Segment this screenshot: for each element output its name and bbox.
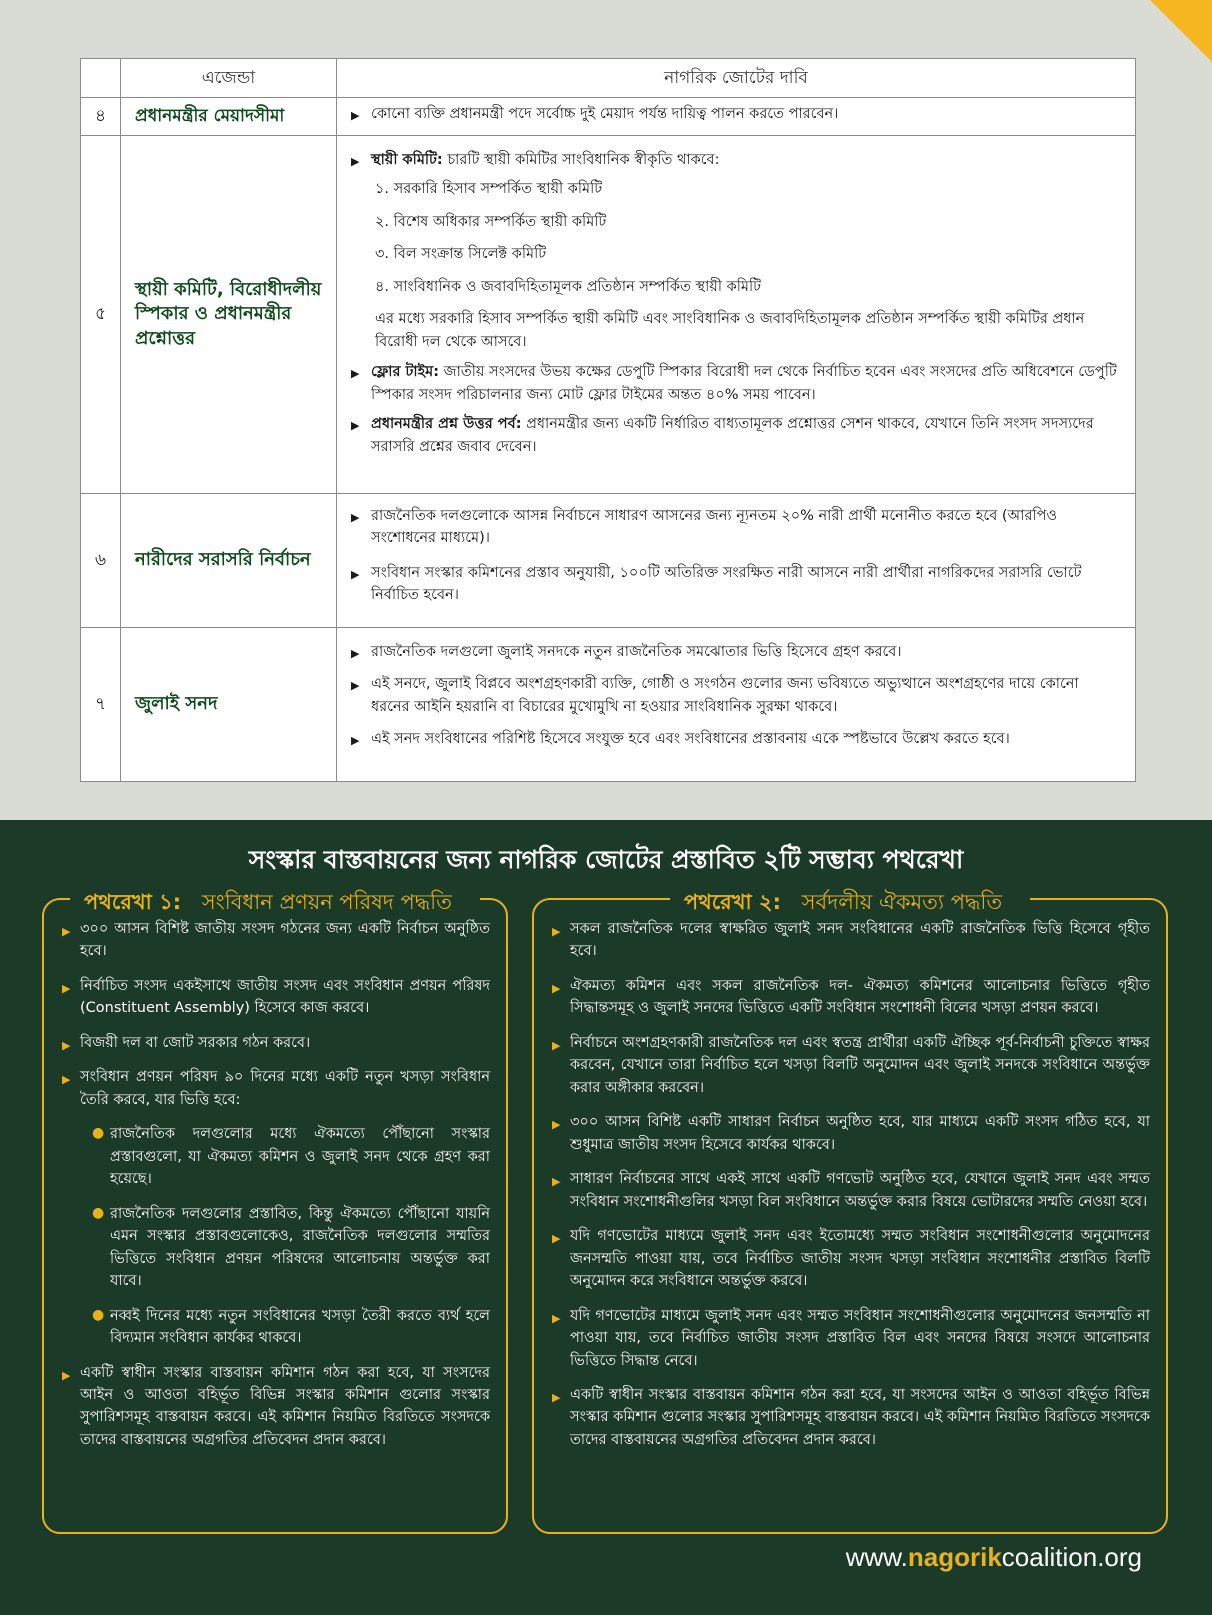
note-paragraph: এর মধ্যে সরকারি হিসাব সম্পর্কিত স্থায়ী কমিটি এবং সাংবিধানিক ও জবাবদিহিতামূলক প্রতিষ্ঠান সম্পর্কিত স্থায়ী কমিটির প্রধান বিরোধী দল থেকে আসবে। bbox=[375, 311, 1085, 350]
triangle-bullet-icon: ▶ bbox=[62, 1038, 71, 1052]
dot-bullet-icon: ● bbox=[92, 1306, 105, 1323]
pathway-item: ▶ যদি গণভোটের মাধ্যমে জুলাই সনদ এবং ইতোমধ্যে সম্মত সংবিধান সংশোধনীগুলোর অনুমোদনের জনসম্মতি পাওয়া যায়, তবে নির্বাচিত জাতীয় সংসদ খসড়া সংবিধান সংশোধনীর প্রস্তাবিত বিলটি অনুমোদন করে সংবিধানে অন্তর্ভুক্ত করবে। bbox=[552, 1225, 1150, 1292]
triangle-bullet-icon: ▶ bbox=[351, 734, 360, 748]
demand-bullet: ▶ রাজনৈতিক দলগুলোকে আসন্ন নির্বাচনে সাধারণ আসনের জন্য ন্যূনতম ২০% নারী প্রার্থী মনোনীত করতে হবে (আরপিও সংশোধনের মাধ্যমে)। bbox=[351, 505, 1121, 550]
row-agenda: নারীদের সরাসরি নির্বাচন bbox=[121, 494, 337, 627]
demand-bullet: ▶ সংবিধান সংস্কার কমিশনের প্রস্তাব অনুযায়ী, ১০০টি অতিরিক্ত সংরক্ষিত নারী আসনে নারী প্রার্থীরা নাগরিকদের সরাসরি ভোটে নির্বাচিত হবেন। bbox=[351, 562, 1121, 607]
demands-table bbox=[80, 58, 1136, 782]
triangle-bullet-icon: ▶ bbox=[552, 1311, 561, 1325]
dot-bullet-icon: ● bbox=[92, 1204, 105, 1221]
triangle-bullet-icon: ▶ bbox=[62, 925, 71, 938]
triangle-bullet-icon: ▶ bbox=[552, 1390, 561, 1404]
pathway-item: ▶ একটি স্বাধীন সংস্কার বাস্তবায়ন কমিশান গঠন করা হবে, যা সংসদের আইন ও আওতা বহির্ভূত বিভিন্ন সংস্কার কমিশান গুলোর সংস্কার সুপারিশসমূহ বাস্তবায়ন করবে। এই কমিশান নিয়মিত বিরতিতে সংসদকে তাদের বাস্তবায়নের অগ্রগতির প্রতিবেদন প্রদান করবে। bbox=[62, 1362, 490, 1452]
triangle-bullet-icon: ▶ bbox=[62, 1368, 71, 1382]
pathway-1-panel bbox=[42, 890, 508, 1534]
pathway-item: ▶ সংবিধান প্রণয়ন পরিষদ ৯০ দিনের মধ্যে একটি নতুন খসড়া সংবিধান তৈরি করবে, যার ভিত্তি হবে: bbox=[62, 1066, 490, 1111]
triangle-bullet-icon: ▶ bbox=[351, 567, 360, 581]
header-agenda: এজেন্ডা bbox=[121, 59, 337, 97]
pathway-item: ▶ ৩০০ আসন বিশিষ্ট জাতীয় সংসদ গঠনের জন্য একটি নির্বাচন অনুষ্ঠিত হবে। bbox=[62, 918, 490, 963]
pathway-item: ▶ বিজয়ী দল বা জোট সরকার গঠন করবে। bbox=[62, 1032, 490, 1054]
row-agenda: স্থায়ী কমিটি, বিরোধীদলীয় স্পিকার ও প্রধানমন্ত্রীর প্রশ্নোত্তর bbox=[121, 136, 337, 493]
row-agenda: প্রধানমন্ত্রীর মেয়াদসীমা bbox=[121, 98, 337, 135]
dot-bullet-icon: ● bbox=[92, 1125, 105, 1142]
pathway-item: ▶ একটি স্বাধীন সংস্কার বাস্তবায়ন কমিশান গঠন করা হবে, যা সংসদের আইন ও আওতা বহির্ভূত বিভিন্ন সংস্কার কমিশান গুলোর সংস্কার সুপারিশসমূহ বাস্তবায়ন করবে। এই কমিশান নিয়মিত বিরতিতে সংসদকে তাদের বাস্তবায়নের অগ্রগতির প্রতিবেদন প্রদান করবে। bbox=[552, 1384, 1150, 1451]
pathway-item: ▶ সকল রাজনৈতিক দলের স্বাক্ষরিত জুলাই সনদ সংবিধানের একটি রাজনৈতিক ভিত্তি হিসেবে গৃহীত হবে। bbox=[552, 918, 1150, 963]
triangle-bullet-icon: ▶ bbox=[552, 1038, 561, 1052]
triangle-bullet-icon: ▶ bbox=[552, 1118, 561, 1132]
triangle-bullet-icon: ▶ bbox=[552, 1175, 561, 1189]
section-title: সংস্কার বাস্তবায়নের জন্য নাগরিক জোটের প্রস্তাবিত ২টি সম্ভাব্য পথরেখা bbox=[248, 845, 964, 874]
demand-bullet: ▶ রাজনৈতিক দলগুলো জুলাই সনদকে নতুন রাজনৈতিক সমঝোতার ভিত্তি হিসেবে গ্রহণ করবে। bbox=[351, 641, 1121, 663]
header-demand: নাগরিক জোটের দাবি bbox=[664, 67, 808, 88]
triangle-bullet-icon: ▶ bbox=[351, 155, 360, 168]
triangle-bullet-icon: ▶ bbox=[62, 981, 71, 995]
sub-item: ৩. বিল সংক্রান্ত সিলেক্ট কমিটি bbox=[375, 246, 547, 263]
pathway-1-title: পথরেখা ১: সংবিধান প্রণয়ন পরিষদ পদ্ধতি bbox=[44, 886, 506, 921]
table-row bbox=[81, 493, 1135, 627]
table-row bbox=[81, 135, 1135, 493]
triangle-bullet-icon: ▶ bbox=[351, 419, 360, 433]
triangle-bullet-icon: ▶ bbox=[351, 679, 360, 693]
sub-item: ৪. সাংবিধানিক ও জবাবদিহিতামূলক প্রতিষ্ঠান সম্পর্কিত স্থায়ী কমিটি bbox=[375, 278, 762, 295]
sub-item: ১. সরকারি হিসাব সম্পর্কিত স্থায়ী কমিটি bbox=[375, 181, 603, 198]
pathway-subitem: ● নব্বই দিনের মধ্যে নতুন সংবিধানের খসড়া তৈরী করতে ব্যর্থ হলে বিদ্যমান সংবিধান কার্যকর থাকবে। bbox=[92, 1305, 490, 1350]
pathway-2-panel bbox=[532, 890, 1168, 1534]
triangle-bullet-icon: ▶ bbox=[351, 367, 360, 381]
triangle-bullet-icon: ▶ bbox=[552, 1232, 561, 1246]
corner-accent bbox=[1150, 0, 1212, 62]
pathway-item: ▶ ঐকমত্য কমিশন এবং সকল রাজনৈতিক দল- ঐকমত্য কমিশনের আলোচনার ভিত্তিতে গৃহীত সিদ্ধান্তসমূহ ও জুলাই সনদের ভিত্তিতে একটি সংবিধান সংশোধনী বিলের খসড়া প্রণয়ন করবে। bbox=[552, 975, 1150, 1020]
website-link[interactable]: www.nagorikcoalition.org bbox=[845, 1542, 1142, 1572]
row-agenda: জুলাই সনদ bbox=[121, 628, 337, 781]
pathways-section bbox=[0, 820, 1212, 1615]
pathway-item: ▶ ৩০০ আসন বিশিষ্ট একটি সাধারণ নির্বাচন অনুষ্ঠিত হবে, যার মাধ্যমে একটি সংসদ গঠিত হবে, যা শুধুমাত্র জাতীয় সংসদ হিসেবে কার্যকর থাকবে। bbox=[552, 1111, 1150, 1156]
demand-bullet: ▶ স্থায়ী কমিটি: চারটি স্থায়ী কমিটির সাংবিধানিক স্বীকৃতি থাকবে: bbox=[351, 149, 1121, 171]
sub-item: ২. বিশেষ অধিকার সম্পর্কিত স্থায়ী কমিটি bbox=[375, 213, 607, 230]
triangle-bullet-icon: ▶ bbox=[351, 647, 360, 660]
row-number: ৪ bbox=[81, 98, 121, 135]
triangle-bullet-icon: ▶ bbox=[62, 1073, 71, 1087]
pathway-item: ▶ যদি গণভোটের মাধ্যমে জুলাই সনদ এবং সম্মত সংবিধান সংশোধনীগুলোর অনুমোদনের জনসম্মতি না পাওয়া যায়, তবে নির্বাচিত জাতীয় সংসদ প্রস্তাবিত বিল এবং সনদের বিষয়ে সংসদে আলোচনার ভিত্তিতে সিদ্ধান্ত নেবে। bbox=[552, 1305, 1150, 1372]
triangle-bullet-icon: ▶ bbox=[552, 981, 561, 995]
pathway-item: ▶ সাধারণ নির্বাচনের সাথে একই সাথে একটি গণভোট অনুষ্ঠিত হবে, যেখানে জুলাই সনদ এবং সম্মত সংবিধান সংশোধনীগুলির খসড়া বিল সংবিধানে অন্তর্ভুক্ত করার বিষয়ে ভোটারদের সম্মতি নেওয়া হবে। bbox=[552, 1168, 1150, 1213]
table-header bbox=[81, 59, 1135, 97]
demand-bullet: ▶ এই সনদে, জুলাই বিপ্লবে অংশগ্রহণকারী ব্যক্তি, গোষ্ঠী ও সংগঠন গুলোর জন্য ভবিষ্যতে অভ্যুত্থানে অংশগ্রহণের দায়ে কোনো ধরনের আইনি হয়রানি বা বিচারের মুখোমুখি না হওয়ার সাংবিধানিক সুরক্ষা থাকবে। bbox=[351, 673, 1121, 718]
pathway-item: ▶ নির্বাচনে অংশগ্রহণকারী রাজনৈতিক দল এবং স্বতন্ত্র প্রার্থীরা একটি ঐচ্ছিক পূর্ব-নির্বাচনী চুক্তিতে স্বাক্ষর করবেন, যেখানে তারা নির্বাচিত হলে খসড়া বিলটি অনুমোদন এবং জুলাই সনদকে সংবিধানে অন্তর্ভুক্ত করার অঙ্গীকার করবেন। bbox=[552, 1032, 1150, 1099]
row-number: ৫ bbox=[81, 136, 121, 493]
pathway-2-title: পথরেখা ২: সর্বদলীয় ঐকমত্য পদ্ধতি bbox=[534, 886, 1166, 921]
row-number: ৬ bbox=[81, 494, 121, 627]
pathway-subitem: ● রাজনৈতিক দলগুলোর প্রস্তাবিত, কিন্তু ঐকমত্যে পৌঁছানো যায়নি এমন সংস্কার প্রস্তাবগুলোকেও, রাজনৈতিক দলগুলোর সম্মতির ভিত্তিতে সংবিধান প্রণয়ন পরিষদের আলোচনায় অন্তর্ভুক্ত করা যাবে। bbox=[92, 1203, 490, 1293]
triangle-bullet-icon: ▶ bbox=[351, 109, 360, 122]
table-row bbox=[81, 627, 1135, 781]
table-row bbox=[81, 97, 1135, 135]
demand-bullet: ▶ ফ্লোর টাইম: জাতীয় সংসদের উভয় কক্ষের ডেপুটি স্পিকার বিরোধী দল থেকে নির্বাচিত হবেন এবং সংসদের প্রতি অধিবেশনে ডেপুটি স্পিকার সংসদ পরিচালনার জন্য মোট ফ্লোর টাইমের অন্তত ৪০% সময় পাবেন। bbox=[351, 361, 1121, 406]
triangle-bullet-icon: ▶ bbox=[351, 511, 360, 524]
pathway-subitem: ● রাজনৈতিক দলগুলোর মধ্যে ঐকমত্যে পৌঁছানো সংস্কার প্রস্তাবগুলো, যা ঐকমত্য কমিশন ও জুলাই সনদ থেকে গ্রহণ করা হয়েছে। bbox=[92, 1123, 490, 1190]
demand-bullet: ▶ কোনো ব্যক্তি প্রধানমন্ত্রী পদে সর্বোচ্চ দুই মেয়াদ পর্যন্ত দায়িত্ব পালন করতে পারবেন। bbox=[351, 103, 1121, 125]
demand-bullet: ▶ এই সনদ সংবিধানের পরিশিষ্ট হিসেবে সংযুক্ত হবে এবং সংবিধানের প্রস্তাবনায় একে স্পষ্টভাবে উল্লেখ করতে হবে। bbox=[351, 728, 1121, 750]
demand-bullet: ▶ প্রধানমন্ত্রীর প্রশ্ন উত্তর পর্ব: প্রধানমন্ত্রীর জন্য একটি নির্ধারিত বাধ্যতামূলক প্রশ্নোত্তর সেশন থাকবে, যেখানে তিনি সংসদ সদস্যদের সরাসরি প্রশ্নের জবাব দেবেন। bbox=[351, 413, 1121, 458]
row-number: ৭ bbox=[81, 628, 121, 781]
pathway-item: ▶ নির্বাচিত সংসদ একইসাথে জাতীয় সংসদ এবং সংবিধান প্রণয়ন পরিষদ (Constituent Assembly) হিসেবে কাজ করবে। bbox=[62, 975, 490, 1020]
triangle-bullet-icon: ▶ bbox=[552, 925, 561, 938]
